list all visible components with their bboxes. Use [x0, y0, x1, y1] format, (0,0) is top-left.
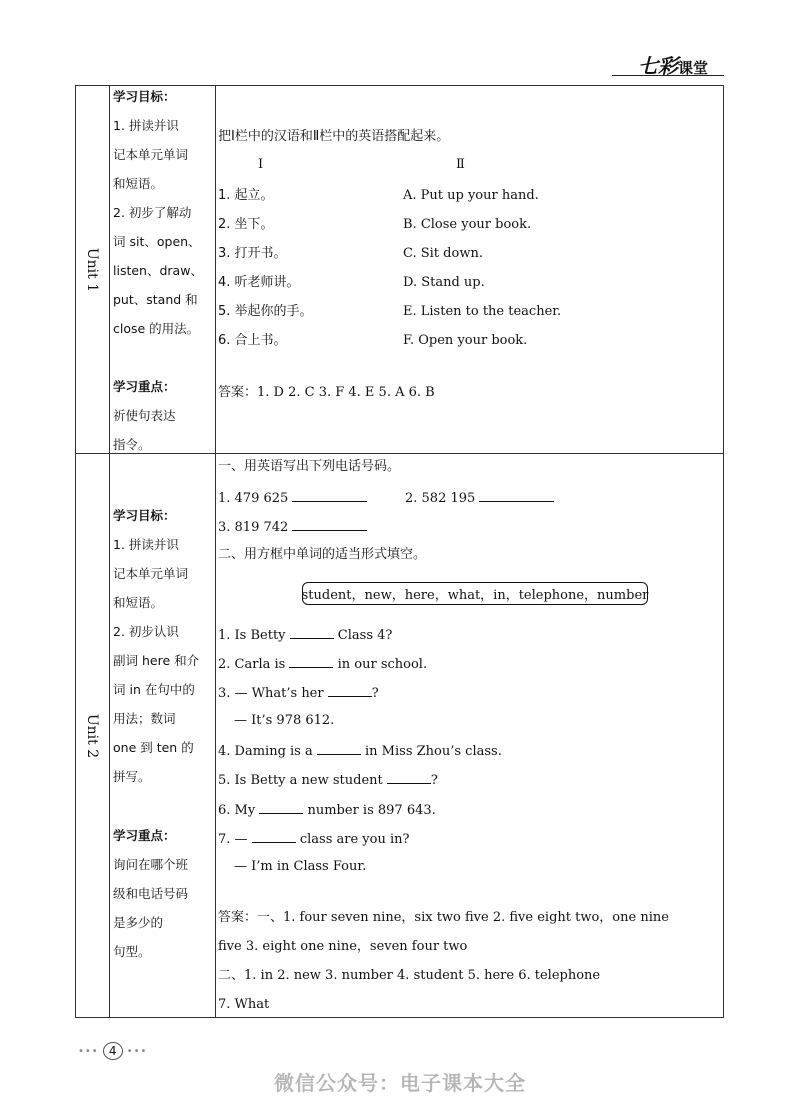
- answer-blank: [317, 743, 361, 755]
- page-number-badge: [78, 1042, 147, 1060]
- answer-blank: [328, 685, 372, 697]
- focus-heading: 学习重点：: [113, 828, 176, 843]
- goal-line: 1. 拼读并识: [113, 118, 179, 133]
- page-number: 4: [103, 1042, 123, 1060]
- lesson-table: [75, 85, 724, 1018]
- goal-line: put、stand 和: [113, 292, 198, 307]
- goal-line: 2. 初步了解动: [113, 205, 192, 220]
- column-divider: [109, 86, 110, 1017]
- watermark: 微信公众号：电子课本大全: [274, 1071, 526, 1095]
- chinese-item: 6. 合上书。: [218, 333, 287, 348]
- goals-heading: 学习目标：: [113, 508, 176, 523]
- goal-line: 词 in 在句中的: [113, 682, 195, 697]
- word-box: student，new，here，what，in，telephone，number: [302, 582, 648, 605]
- answer-blank: [289, 656, 333, 668]
- focus-line: 级和电话号码: [113, 886, 189, 901]
- goal-line: one 到 ten 的: [113, 740, 194, 755]
- goal-line: 副词 here 和介: [113, 653, 200, 668]
- phone-item: 3. 819 742: [218, 519, 367, 534]
- focus-line: 是多少的: [113, 915, 164, 930]
- goal-line: 记本单元单词: [113, 147, 189, 162]
- goal-line: listen、draw、: [113, 263, 203, 278]
- brand-name: 七彩: [638, 54, 678, 78]
- answer-key: 二、1. in 2. new 3. number 4. student 5. here 6. telephone: [218, 968, 601, 983]
- chinese-item: 3. 打开书。: [218, 246, 287, 261]
- phone-item: 2. 582 195: [405, 490, 554, 505]
- fill-question: 3. — What’s her ?: [218, 686, 379, 701]
- goal-line: close 的用法。: [113, 321, 200, 336]
- focus-heading: 学习重点：: [113, 379, 176, 394]
- fill-question: 4. Daming is a in Miss Zhou’s class.: [218, 744, 502, 759]
- fill-question: 1. Is Betty Class 4?: [218, 628, 393, 643]
- part1-title: 一、用英语写出下列电话号码。: [218, 459, 401, 474]
- chinese-item: 1. 起立。: [218, 188, 274, 203]
- english-item: A. Put up your hand.: [403, 188, 539, 203]
- english-item: F. Open your book.: [403, 333, 528, 348]
- goal-line: 词 sit、open、: [113, 234, 201, 249]
- fill-question: 6. My number is 897 643.: [218, 803, 436, 818]
- dialogue-reply: — I’m in Class Four.: [234, 859, 367, 874]
- unit2-label: Unit 2: [84, 713, 101, 759]
- english-item: B. Close your book.: [403, 217, 532, 232]
- column-divider: [215, 86, 216, 1017]
- focus-line: 指令。: [113, 437, 151, 452]
- focus-line: 询问在哪个班: [113, 857, 189, 872]
- focus-line: 祈使句表达: [113, 408, 176, 423]
- english-item: D. Stand up.: [403, 275, 485, 290]
- answer-key: 7. What: [218, 997, 270, 1012]
- header-rule: [612, 75, 724, 76]
- answer-blank: [259, 802, 303, 814]
- goals-heading: 学习目标：: [113, 89, 176, 104]
- brand-sub: 课堂: [678, 59, 709, 77]
- answer-blank: [292, 519, 367, 531]
- answer-key: 答案：一、1. four seven nine，six two five 2. five eight two，one nine: [218, 910, 669, 925]
- goal-line: 1. 拼读并识: [113, 537, 179, 552]
- focus-line: 句型。: [113, 944, 151, 959]
- english-item: C. Sit down.: [403, 246, 483, 261]
- chinese-item: 5. 举起你的手。: [218, 304, 313, 319]
- decorative-dots: •••: [78, 1045, 99, 1057]
- phone-item: 1. 479 625: [218, 490, 367, 505]
- decorative-dots: •••: [126, 1045, 148, 1057]
- row-divider: [76, 453, 723, 454]
- answer-blank: [290, 627, 334, 639]
- fill-question: 2. Carla is in our school.: [218, 657, 428, 672]
- part2-title: 二、用方框中单词的适当形式填空。: [218, 547, 427, 562]
- fill-question: 5. Is Betty a new student ?: [218, 773, 438, 788]
- goal-line: 2. 初步认识: [113, 624, 179, 639]
- instruction: 把Ⅰ栏中的汉语和Ⅱ栏中的英语搭配起来。: [218, 129, 450, 144]
- goal-line: 记本单元单词: [113, 566, 189, 581]
- goal-line: 拼写。: [113, 769, 151, 784]
- fill-question: 7. — class are you in?: [218, 832, 410, 847]
- column-header: Ⅰ: [258, 157, 264, 172]
- goal-line: 和短语。: [113, 595, 164, 610]
- unit1-label: Unit 1: [84, 247, 101, 292]
- answer-blank: [292, 490, 367, 502]
- goal-line: 用法；数词: [113, 711, 176, 726]
- answer-blank: [479, 490, 554, 502]
- answer-key: 答案：1. D 2. C 3. F 4. E 5. A 6. B: [218, 385, 435, 400]
- english-item: E. Listen to the teacher.: [403, 304, 562, 319]
- goal-line: 和短语。: [113, 176, 164, 191]
- chinese-item: 2. 坐下。: [218, 217, 274, 232]
- dialogue-reply: — It’s 978 612.: [234, 713, 335, 728]
- chinese-item: 4. 听老师讲。: [218, 275, 300, 290]
- answer-key: five 3. eight one nine，seven four two: [218, 939, 468, 954]
- answer-blank: [252, 831, 296, 843]
- answer-blank: [387, 772, 431, 784]
- column-header: Ⅱ: [456, 157, 465, 172]
